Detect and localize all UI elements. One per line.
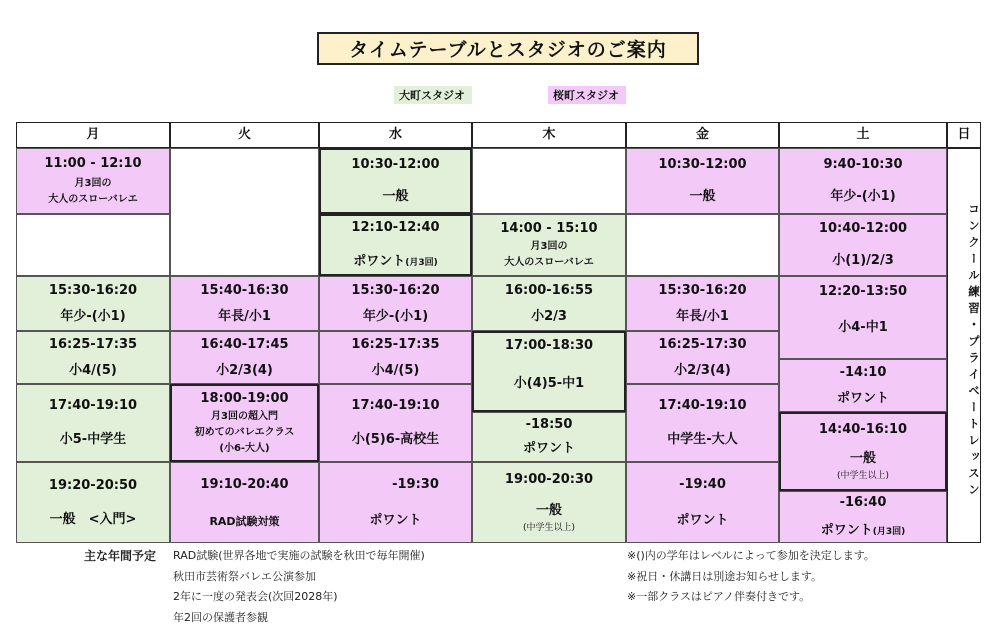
class-slot (626, 384, 779, 462)
class-slot (170, 276, 319, 331)
class-name: 小4-中1 (838, 319, 888, 335)
day-header-sat: 土 (779, 122, 947, 148)
class-name: ポワント (676, 512, 729, 528)
class-time: -14:10 (839, 364, 887, 380)
class-time: -19:40 (679, 476, 726, 492)
class-name: 初めてのバレエクラス (194, 426, 295, 438)
class-name: 大人のスローバレエ (48, 193, 138, 205)
class-slot (16, 462, 170, 543)
class-name: ポワント (353, 254, 406, 269)
class-slot (170, 331, 319, 384)
class-time: 16:25-17:35 (351, 336, 440, 352)
class-time: 19:10-20:40 (200, 477, 289, 493)
class-time: 17:40-19:10 (351, 398, 440, 414)
class-note: (月3回) (405, 258, 438, 268)
class-name: 一般 (689, 189, 716, 204)
class-name: 小2/3(4) (674, 362, 731, 378)
class-time: 14:40-16:10 (818, 421, 908, 437)
class-time: 14:00 - 15:10 (500, 221, 598, 237)
class-time: 18:00-19:00 (200, 391, 289, 407)
class-slot (472, 276, 626, 331)
class-time: 12:10-12:40 (351, 220, 440, 236)
class-time: 10:40-12:00 (818, 221, 908, 237)
class-slot (16, 148, 170, 214)
remark: ※()内の学年はレベルによって参加を決定します。 (627, 549, 875, 562)
remark: ※一部クラスはピアノ伴奏付きです。 (627, 590, 811, 603)
class-time: 19:20-20:50 (48, 477, 138, 493)
class-name: RAD試験対策 (209, 514, 280, 528)
class-name: 一般 (382, 189, 409, 204)
class-slot (779, 412, 947, 491)
class-slot (779, 359, 947, 412)
class-name: 小(5)6-高校生 (351, 432, 440, 447)
empty-slot (16, 214, 170, 276)
class-slot (779, 214, 947, 276)
class-name: 小2/3(4) (216, 362, 273, 378)
class-time: 19:00-20:30 (504, 471, 594, 487)
class-slot (626, 276, 779, 331)
empty-slot (472, 148, 626, 214)
class-time: 15:30-16:20 (658, 282, 747, 298)
empty-slot (626, 214, 779, 276)
remark: ※祝日・休講日は別途お知らせします。 (627, 569, 823, 583)
page-title: タイムテーブルとスタジオのご案内 (317, 32, 699, 65)
class-name: ポワント (820, 523, 873, 538)
class-slot (319, 462, 472, 543)
class-slot (626, 331, 779, 384)
class-slot (170, 384, 319, 462)
class-time: 17:40-19:10 (658, 398, 747, 414)
class-slot (779, 148, 947, 214)
class-time: 15:30-16:20 (48, 282, 138, 298)
class-slot (319, 276, 472, 331)
class-slot (319, 148, 472, 214)
class-time: 12:20-13:50 (818, 284, 908, 299)
timetable (16, 122, 981, 543)
class-name: 年少-(小1) (362, 308, 429, 324)
class-slot (626, 462, 779, 543)
class-time: 15:40-16:30 (200, 282, 289, 298)
annual-event: 2年に一度の発表会(次回2028年) (173, 590, 338, 603)
class-name: 小4/(5) (371, 362, 420, 378)
class-slot (16, 331, 170, 384)
legend-omachi-studio: 大町スタジオ (394, 86, 472, 104)
class-name: 小5-中学生 (59, 432, 127, 447)
class-slot (472, 331, 626, 412)
class-time: 17:00-18:30 (504, 338, 594, 353)
class-name: 月3回の (74, 177, 112, 189)
class-slot (626, 148, 779, 214)
class-slot (472, 412, 626, 462)
class-name: 小(4)5-中1 (513, 375, 585, 391)
day-header-sun: 日 (947, 122, 981, 148)
class-name: ポワント (522, 441, 575, 456)
class-note: (月3回) (872, 527, 906, 537)
day-header-mon: 月 (16, 122, 170, 148)
class-time: 16:00-16:55 (504, 282, 594, 298)
class-name: 一般 (849, 451, 876, 467)
class-time: 16:25-17:30 (658, 336, 747, 352)
class-slot (319, 214, 472, 276)
class-slot (319, 384, 472, 462)
class-name: 大人のスローバレエ (504, 256, 594, 268)
class-time: -16:40 (839, 495, 887, 511)
empty-slot (170, 148, 319, 276)
annual-event: 秋田市芸術祭バレエ公演参加 (173, 569, 316, 583)
class-name: 月3回の (530, 240, 568, 252)
class-name: 小4/(5) (69, 362, 117, 378)
class-name: 年少-(小1) (60, 308, 126, 324)
class-name: 小2/3 (531, 308, 567, 324)
class-name: ポワント (836, 390, 889, 406)
class-slot (16, 384, 170, 462)
class-time: -18:50 (525, 417, 573, 433)
class-slot (779, 491, 947, 543)
class-time: 9:40-10:30 (823, 157, 903, 173)
class-slot (319, 331, 472, 384)
legend-sakuramachi-studio: 桜町スタジオ (548, 86, 626, 104)
class-time: 10:30-12:00 (351, 157, 440, 173)
class-time: 15:30-16:20 (351, 282, 440, 298)
remarks-list (627, 546, 875, 608)
class-time: 17:40-19:10 (48, 398, 138, 414)
class-slot (779, 276, 947, 359)
class-name: 小(1)/2/3 (832, 253, 894, 268)
class-note: (中学生以上) (836, 470, 890, 481)
annual-events-list (173, 546, 425, 628)
day-header-fri: 金 (626, 122, 779, 148)
sunday-note: コンクール練習・プライベートレッスン (947, 148, 981, 543)
class-slot (170, 462, 319, 543)
annual-schedule-label: 主な年間予定 (84, 549, 157, 563)
class-name: 月3回の超入門 (211, 410, 278, 422)
class-name: 年長/小1 (676, 308, 729, 324)
annual-event: RAD試験(世界各地で実施の試験を秋田で毎年開催) (173, 549, 425, 562)
class-note: (中学生以上) (522, 522, 576, 533)
class-name: 年長/小1 (218, 308, 271, 324)
class-slot (472, 214, 626, 276)
class-time: 16:40-17:45 (200, 336, 289, 352)
class-name: 一般 <入門> (49, 511, 137, 527)
class-time: 16:25-17:35 (48, 336, 138, 352)
class-slot (472, 462, 626, 543)
day-header-thu: 木 (472, 122, 626, 148)
class-name: (小6-大人) (219, 442, 270, 454)
class-time: -19:30 (392, 476, 439, 492)
class-time: 10:30-12:00 (658, 157, 747, 173)
day-header-tue: 火 (170, 122, 319, 148)
class-name: 中学生-大人 (667, 432, 738, 447)
annual-event: 年2回の保護者参観 (173, 610, 268, 624)
class-name: 一般 (535, 503, 562, 519)
class-name: ポワント (369, 512, 422, 528)
class-time: 11:00 - 12:10 (44, 156, 142, 172)
class-slot (16, 276, 170, 331)
class-name: 年少-(小1) (830, 189, 896, 204)
day-header-wed: 水 (319, 122, 472, 148)
